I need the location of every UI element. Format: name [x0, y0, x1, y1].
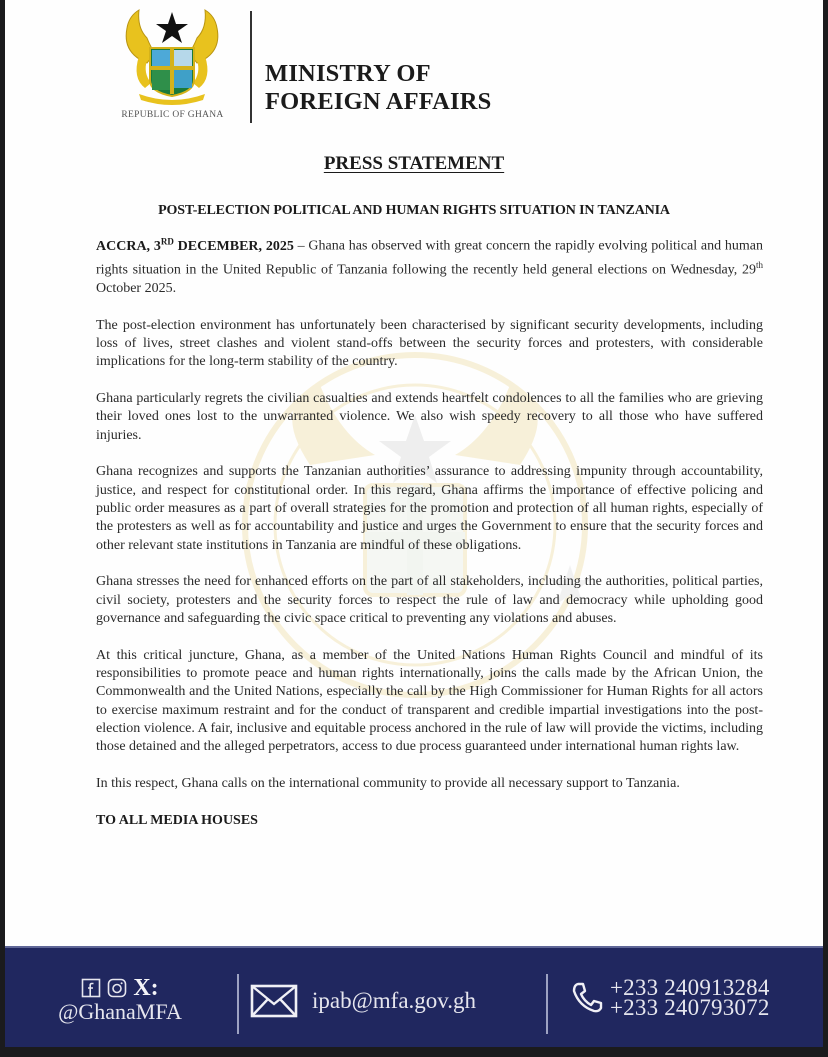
- paragraph-3: Ghana particularly regrets the civilian casualties and extends heartfelt condolences to all the families who are grieving their loved ones lost to the unwarranted violence. We also wish speedy recovery to all those who have suffered injuries.: [96, 391, 763, 443]
- x-twitter-label: X:: [133, 975, 159, 1001]
- social-handle[interactable]: @GhanaMFA: [58, 999, 182, 1024]
- paragraph-4: Ghana recognizes and supports the Tanzanian authorities’ assurance to addressing impunity through accountability, justice, and respect for constitutional order. In this regard, Ghana affirms the importance of effective policing and public order measures as a part of overall strategies for the promotion and protection of all human rights, especially of the protesters as well as for accountability and justice and urges the Government to ensure that the security forces and other relevant state institutions in Tanzania are mindful of these obligations.: [96, 464, 763, 553]
- email-address[interactable]: ipab@mfa.gov.gh: [312, 988, 477, 1013]
- statement-subject: POST-ELECTION POLITICAL AND HUMAN RIGHTS SITUATION IN TANZANIA: [158, 203, 670, 218]
- statement-body: [96, 232, 763, 830]
- ministry-title: [265, 60, 491, 116]
- ministry-title-line1: MINISTRY OF: [265, 60, 431, 87]
- footer-divider: [237, 974, 239, 1034]
- sign-off: TO ALL MEDIA HOUSES: [96, 812, 258, 828]
- facebook-icon[interactable]: [81, 978, 101, 998]
- dateline: ACCRA, 3RD DECEMBER, 2025: [96, 236, 294, 254]
- header-divider: [250, 11, 252, 123]
- letterhead: [105, 8, 555, 126]
- ministry-title-line2: FOREIGN AFFAIRS: [265, 88, 492, 115]
- paragraph-1: ACCRA, 3RD DECEMBER, 2025 – Ghana has observed with great concern the rapidly evolving political and human rights situation in the United Republic of Tanzania following the recently held general elections on Wednesday, 29th October 2025.: [96, 236, 763, 296]
- phone-contact: [570, 975, 770, 1020]
- instagram-icon[interactable]: [107, 978, 127, 998]
- phone-number-1[interactable]: +233 240913284: [610, 975, 770, 1000]
- paragraph-7: In this respect, Ghana calls on the international community to provide all necessary support to Tanzania.: [96, 776, 680, 792]
- paragraph-2: The post-election environment has unfortunately been characterised by significant security developments, including loss of lives, street clashes and violent stand-offs between the security forces and protesters, with considerable implications for the long-term stability of the country.: [96, 317, 763, 370]
- crest-caption: REPUBLIC OF GHANA: [121, 110, 224, 120]
- paragraph-6: At this critical juncture, Ghana, as a member of the United Nations Human Rights Council and mindful of its responsibilities to promote peace and human rights internationally, joins the calls made by the African Union, the Commonwealth and the United Nations, especially the call by the High Commissioner for Human Rights for all actors to exercise maximum restraint and for the conduct of transparent and credible impartial investigations into the post-election violence. A fair, inclusive and equitable process anchored in the rule of law will provide the victims, including those detained and the alleged perpetrators, access to due process guaranteed under international human rights law.: [96, 647, 763, 755]
- social-media-contact: [40, 976, 200, 1024]
- paragraph-5: Ghana stresses the need for enhanced efforts on the part of all stakeholders, including the authorities, political parties, civil society, protesters and the security forces to respect the rule of law and democracy while upholding good governance and safeguarding the civic space critical to preventing any violations and abuses.: [96, 574, 763, 627]
- email-contact: [250, 984, 476, 1018]
- phone-number-2[interactable]: +233 240793072: [610, 995, 770, 1020]
- ghana-coat-of-arms-icon: [117, 8, 227, 108]
- envelope-icon: [250, 984, 298, 1018]
- press-statement-page: [5, 0, 823, 1047]
- footer-divider: [546, 974, 548, 1034]
- contact-footer: [5, 946, 823, 1047]
- phone-icon: [570, 980, 606, 1016]
- document-type-heading: PRESS STATEMENT: [323, 153, 505, 174]
